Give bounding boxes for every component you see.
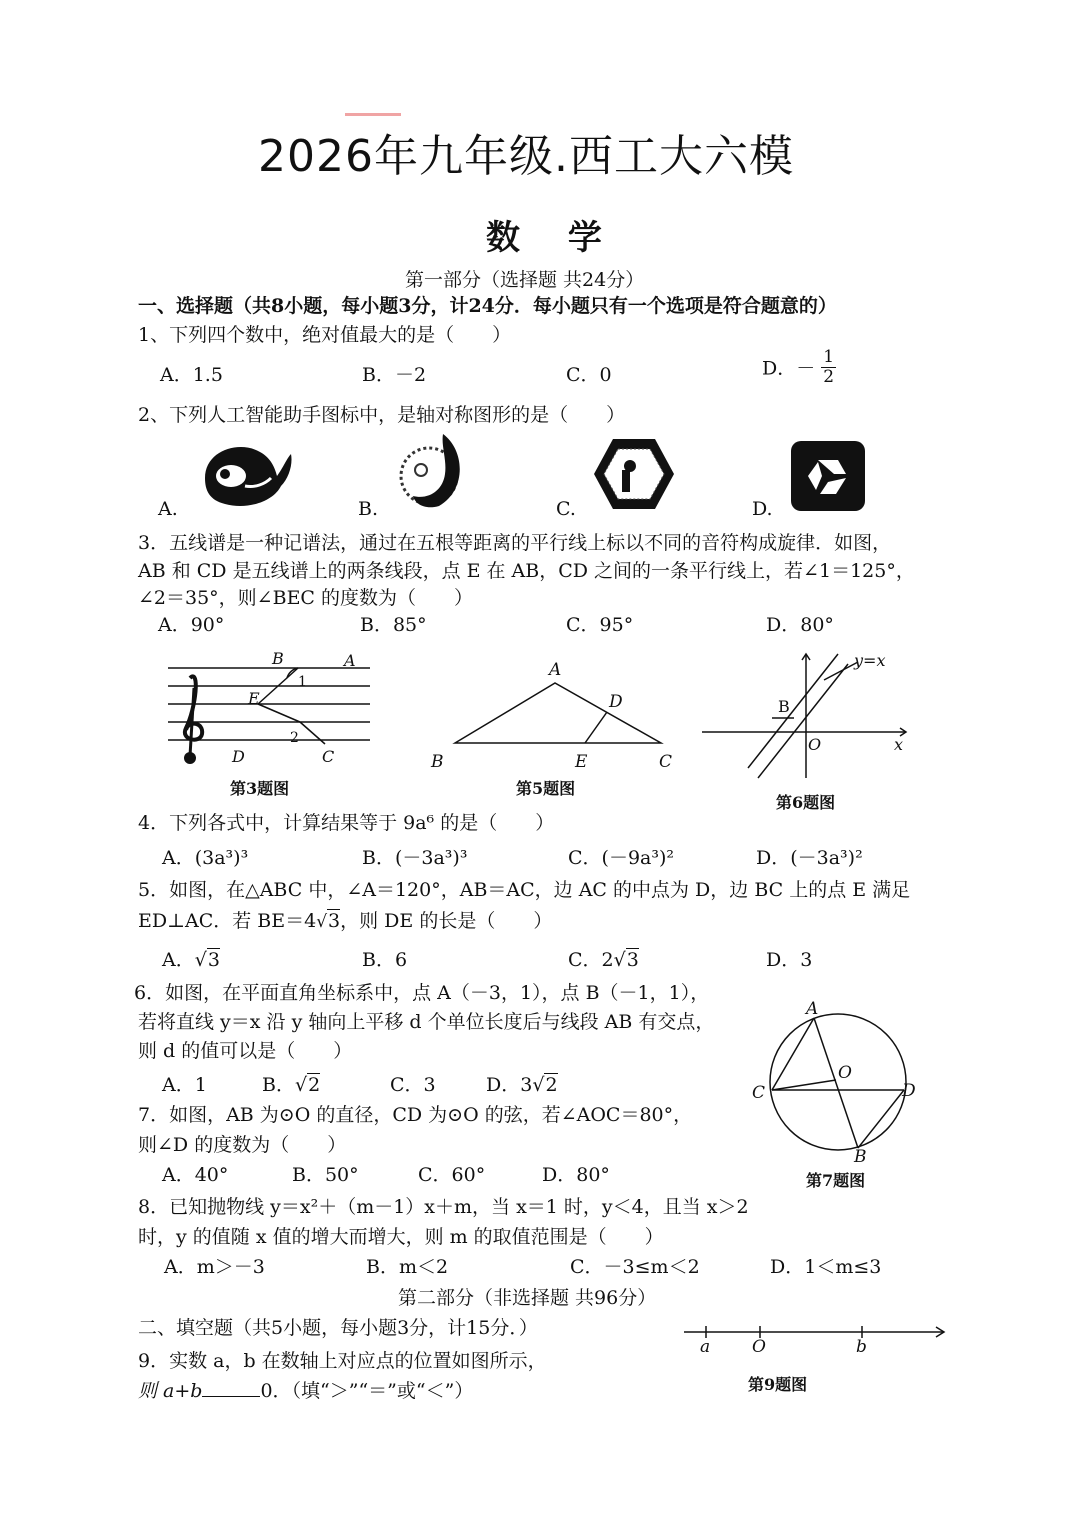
q8-option-b: B．m＜2: [366, 1256, 449, 1278]
q1-option-d-fraction: [821, 348, 836, 386]
fig7-label-b: B: [854, 1147, 867, 1167]
q1-option-d-prefix: D．－: [762, 357, 816, 380]
q3-option-c: C．95°: [566, 614, 634, 636]
q6-option-d-pre: D．3: [486, 1074, 533, 1096]
q6-option-c: C．3: [390, 1074, 436, 1096]
triangle-logo-icon: [790, 440, 866, 512]
q6-option-d-radicand: 2: [545, 1074, 558, 1096]
q6-option-d: D．3√2: [486, 1074, 558, 1096]
q5-option-c-pre: C．2: [568, 949, 614, 971]
fig9-label-a: a: [700, 1337, 711, 1357]
q7-option-c: C．60°: [418, 1164, 486, 1186]
section1-instructions: 一、选择题（共8小题，每小题3分，计24分．每小题只有一个选项是符合题意的）: [138, 295, 837, 317]
q9-line2-post: 0．（填“＞”“＝”或“＜”）: [260, 1380, 474, 1402]
fig7-label-o: O: [838, 1063, 852, 1083]
q7-line1: 7．如图，AB 为⊙O 的直径，CD 为⊙O 的弦，若∠AOC＝80°，: [138, 1104, 693, 1126]
fig3-label-d: D: [232, 747, 245, 766]
q4-option-b: B．(－3a³)³: [362, 847, 468, 869]
figure-5-triangle-diagram: [425, 655, 685, 773]
fig7-label-a: A: [806, 999, 819, 1019]
q6-line1: 6．如图，在平面直角坐标系中，点 A（－3，1），点 B（－1，1），: [134, 982, 710, 1004]
q3-option-d: D．80°: [766, 614, 834, 636]
q5-option-d: D．3: [766, 949, 813, 971]
q6-option-b-pre: B．: [262, 1074, 295, 1096]
q9-line2-pre: 则 a+b: [138, 1380, 203, 1402]
q2-option-b: B.: [358, 498, 379, 520]
q4-option-a: A．(3a³)³: [162, 847, 249, 869]
part1-heading: 第一部分（选择题 共24分）: [405, 269, 645, 291]
subject-title: 数 学: [486, 218, 620, 258]
q7-line2: 则∠D 的度数为（ ）: [138, 1134, 347, 1156]
fig6-label-o: O: [808, 735, 822, 754]
q7-option-d: D．80°: [542, 1164, 610, 1186]
answer-blank: [202, 1395, 260, 1397]
fig5-label-e: E: [575, 752, 588, 772]
q1-stem: 1、下列四个数中，绝对值最大的是（ ）: [138, 324, 512, 346]
q8-option-d: D．1＜m≤3: [770, 1256, 882, 1278]
q4-option-d: D．(－3a³)²: [756, 847, 863, 869]
fig6-label-x: x: [894, 735, 904, 754]
fig5-label-b: B: [431, 752, 444, 772]
swirl-logo-icon: [395, 430, 470, 512]
fig7-label-d: D: [902, 1081, 916, 1101]
q9-line1: 9．实数 a，b 在数轴上对应点的位置如图所示，: [138, 1350, 547, 1372]
figure-6-coordinate-diagram: [698, 650, 918, 780]
q5-line2: ED⊥AC．若 BE＝4√3，则 DE 的长是（ ）: [138, 910, 553, 932]
figure-3-staff-diagram: [160, 648, 380, 774]
fig6-label-b: B: [778, 697, 790, 716]
q3-line1: 3．五线谱是一种记谱法，通过在五根等距离的平行线上标以不同的音符构成旋律．如图，: [138, 532, 892, 554]
fig3-label-c: C: [322, 747, 335, 766]
q5-option-b: B．6: [362, 949, 408, 971]
section2-instructions: 二、填空题（共5小题，每小题3分，计15分．）: [138, 1317, 538, 1339]
q2-option-c: C.: [556, 498, 576, 520]
fig5-label-d: D: [609, 692, 623, 712]
q5-option-a-pre: A．: [162, 949, 195, 971]
q7-option-a: A．40°: [162, 1164, 229, 1186]
fig5-label-c: C: [659, 752, 673, 772]
fig9-label-o: O: [752, 1337, 766, 1357]
q5-option-c: C．2√3: [568, 949, 639, 971]
fig7-label-c: C: [752, 1083, 766, 1103]
red-mark: [345, 113, 401, 116]
q5-option-a: A．√3: [162, 949, 220, 971]
figure-9-number-line: [680, 1318, 950, 1358]
q1-option-a: A．1.5: [160, 364, 223, 386]
q3-option-b: B．85°: [360, 614, 427, 636]
figure-5-caption: 第5题图: [516, 779, 576, 798]
q3-option-a: A．90°: [158, 614, 225, 636]
q4-stem: 4．下列各式中，计算结果等于 9a⁶ 的是（ ）: [138, 812, 555, 834]
q3-line2: AB 和 CD 是五线谱上的两条线段，点 E 在 AB，CD 之间的一条平行线上，若∠1＝125°，: [138, 560, 915, 582]
q5-line2-pre: ED⊥AC．若 BE＝4: [138, 910, 317, 932]
q5-line1: 5．如图，在△ABC 中，∠A＝120°，AB＝AC，边 AC 的中点为 D，边 BC 上的点 E 满足: [138, 879, 911, 901]
q4-option-c: C．(－9a³)²: [568, 847, 675, 869]
fig3-label-b: B: [272, 649, 284, 668]
figure-9-caption: 第9题图: [748, 1375, 808, 1394]
q3-line3: ∠2＝35°，则∠BEC 的度数为（ ）: [138, 587, 474, 609]
figure-3-caption: 第3题图: [230, 779, 290, 798]
figure-6-caption: 第6题图: [776, 793, 836, 812]
q6-line2: 若将直线 y＝x 沿 y 轴向上平移 d 个单位长度后与线段 AB 有交点，: [138, 1011, 715, 1033]
fig9-label-b: b: [856, 1337, 867, 1357]
q5-option-c-radicand: 3: [626, 949, 639, 971]
fig6-label-yx: y=x: [854, 651, 886, 670]
fig3-label-e: E: [248, 689, 260, 708]
fig3-label-1: 1: [298, 674, 307, 690]
q5-line2-post: ，则 DE 的长是（ ）: [340, 910, 553, 932]
q8-line2: 时，y 的值随 x 值的增大而增大，则 m 的取值范围是（ ）: [138, 1226, 664, 1248]
q1-d-denominator: 2: [823, 366, 835, 387]
q6-line3: 则 d 的值可以是（ ）: [138, 1040, 353, 1062]
q7-option-b: B．50°: [292, 1164, 359, 1186]
fig3-label-2: 2: [290, 730, 299, 746]
fig3-label-a: A: [344, 651, 356, 670]
q2-stem: 2、下列人工智能助手图标中，是轴对称图形的是（ ）: [138, 404, 626, 426]
q1-option-b: B．－2: [362, 364, 427, 386]
q2-option-a: A.: [158, 498, 178, 520]
q1-d-numerator: 1: [823, 347, 835, 367]
q1-option-c: C．0: [566, 364, 612, 386]
q1-option-d: [762, 348, 836, 386]
whale-logo-icon: [195, 438, 295, 510]
fig5-label-a: A: [549, 660, 562, 680]
q6-option-b-radicand: 2: [308, 1074, 321, 1096]
page-title: 2026年九年级.西工大六模: [258, 131, 794, 182]
figure-7-caption: 第7题图: [806, 1171, 866, 1190]
q6-option-b: B．√2: [262, 1074, 321, 1096]
q8-option-c: C．－3≤m＜2: [570, 1256, 700, 1278]
q2-option-d: D.: [752, 498, 773, 520]
part2-heading: 第二部分（非选择题 共96分）: [398, 1287, 657, 1309]
hexagon-logo-icon: [592, 436, 676, 512]
q6-option-a: A．1: [162, 1074, 207, 1096]
figure-7-circle-diagram: [748, 998, 928, 1166]
q8-line1: 8．已知抛物线 y＝x²＋（m－1）x＋m，当 x＝1 时，y＜4，且当 x＞2: [138, 1196, 749, 1218]
q9-line2: [138, 1376, 473, 1403]
q8-option-a: A．m＞－3: [164, 1256, 265, 1278]
q5-option-a-radicand: 3: [207, 949, 220, 971]
q5-line2-radicand: 3: [328, 910, 341, 932]
